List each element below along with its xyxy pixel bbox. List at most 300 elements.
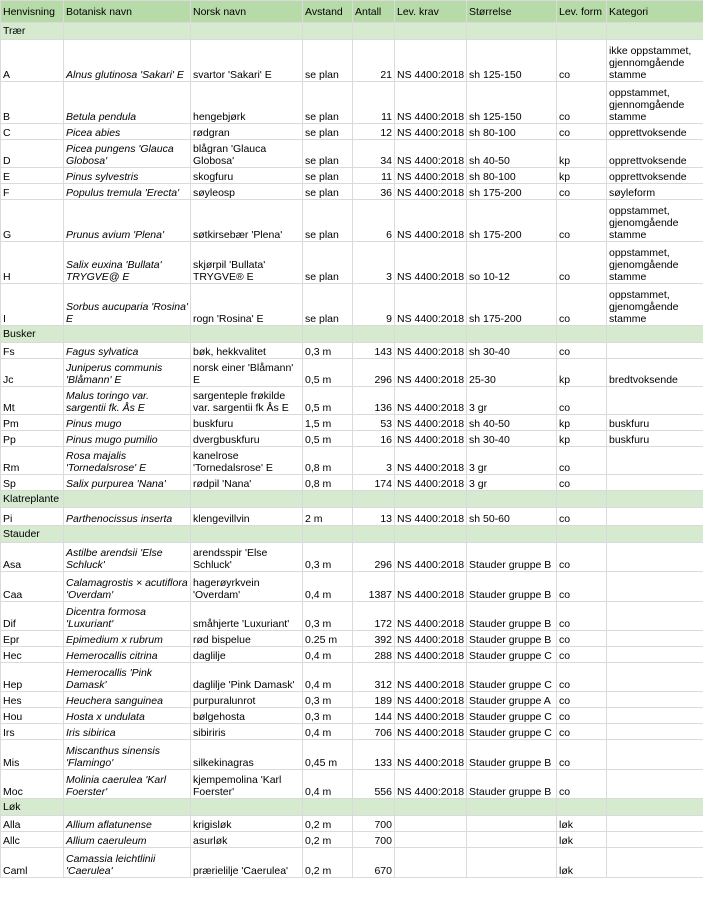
category-cell <box>607 692 703 708</box>
size-cell: sh 80-100 <box>467 168 557 184</box>
delivery-form-cell: co <box>557 242 607 284</box>
ref-cell: Jc <box>1 359 64 387</box>
empty-cell <box>191 326 303 343</box>
empty-cell <box>353 526 395 543</box>
spacing-cell: 0,2 m <box>303 848 353 878</box>
quantity-cell: 53 <box>353 415 395 431</box>
delivery-form-cell: co <box>557 543 607 572</box>
size-cell <box>467 832 557 848</box>
delivery-requirement-cell: NS 4400:2018 <box>395 447 467 475</box>
table-row <box>1 200 703 242</box>
botanical-name-cell: Parthenocissus inserta <box>64 508 191 526</box>
table-row <box>1 848 703 878</box>
quantity-cell: 700 <box>353 832 395 848</box>
botanical-name-cell: Heuchera sanguinea <box>64 692 191 708</box>
quantity-cell: 1387 <box>353 572 395 602</box>
ref-cell: G <box>1 200 64 242</box>
quantity-cell: 133 <box>353 740 395 770</box>
ref-cell: F <box>1 184 64 200</box>
category-cell <box>607 572 703 602</box>
spacing-cell: se plan <box>303 284 353 326</box>
column-header: Kategori <box>607 1 703 23</box>
ref-cell: Irs <box>1 724 64 740</box>
delivery-form-cell: co <box>557 602 607 631</box>
category-cell <box>607 832 703 848</box>
botanical-name-cell: Astilbe arendsii 'Else Schluck' <box>64 543 191 572</box>
botanical-name-cell: Fagus sylvatica <box>64 343 191 359</box>
table-row <box>1 543 703 572</box>
delivery-form-cell: co <box>557 475 607 491</box>
section-label: Stauder <box>1 526 64 543</box>
delivery-form-cell: løk <box>557 832 607 848</box>
botanical-name-cell: Camassia leichtlinii 'Caerulea' <box>64 848 191 878</box>
delivery-form-cell: kp <box>557 415 607 431</box>
spacing-cell: se plan <box>303 242 353 284</box>
norwegian-name-cell: kanelrose 'Tornedalsrose' E <box>191 447 303 475</box>
ref-cell: C <box>1 124 64 140</box>
norwegian-name-cell: daglilje <box>191 647 303 663</box>
category-cell <box>607 724 703 740</box>
norwegian-name-cell: klengevillvin <box>191 508 303 526</box>
delivery-requirement-cell: NS 4400:2018 <box>395 663 467 692</box>
empty-cell <box>191 526 303 543</box>
delivery-form-cell: løk <box>557 816 607 832</box>
norwegian-name-cell: blågran 'Glauca Globosa' <box>191 140 303 168</box>
empty-cell <box>353 799 395 816</box>
norwegian-name-cell: rød bispelue <box>191 631 303 647</box>
botanical-name-cell: Hemerocallis 'Pink Damask' <box>64 663 191 692</box>
ref-cell: Allc <box>1 832 64 848</box>
category-cell <box>607 708 703 724</box>
table-row <box>1 724 703 740</box>
norwegian-name-cell: skogfuru <box>191 168 303 184</box>
size-cell: 25-30 <box>467 359 557 387</box>
size-cell <box>467 816 557 832</box>
ref-cell: Alla <box>1 816 64 832</box>
spacing-cell: 0,4 m <box>303 724 353 740</box>
norwegian-name-cell: asurløk <box>191 832 303 848</box>
ref-cell: Fs <box>1 343 64 359</box>
empty-cell <box>607 23 703 40</box>
empty-cell <box>557 491 607 508</box>
delivery-requirement-cell: NS 4400:2018 <box>395 343 467 359</box>
column-header: Lev. krav <box>395 1 467 23</box>
size-cell: 3 gr <box>467 447 557 475</box>
delivery-form-cell: co <box>557 770 607 799</box>
category-cell <box>607 740 703 770</box>
spacing-cell: 0,4 m <box>303 572 353 602</box>
ref-cell: Pm <box>1 415 64 431</box>
norwegian-name-cell: søtkirsebær 'Plena' <box>191 200 303 242</box>
delivery-form-cell: co <box>557 387 607 415</box>
norwegian-name-cell: sibiriris <box>191 724 303 740</box>
quantity-cell: 296 <box>353 543 395 572</box>
norwegian-name-cell: skjørpil 'Bullata' TRYGVE® E <box>191 242 303 284</box>
quantity-cell: 6 <box>353 200 395 242</box>
category-cell: opprettvoksende <box>607 168 703 184</box>
delivery-form-cell: co <box>557 343 607 359</box>
section-row <box>1 23 703 40</box>
delivery-requirement-cell <box>395 832 467 848</box>
ref-cell: Hou <box>1 708 64 724</box>
ref-cell: B <box>1 82 64 124</box>
delivery-requirement-cell: NS 4400:2018 <box>395 431 467 447</box>
delivery-requirement-cell: NS 4400:2018 <box>395 40 467 82</box>
norwegian-name-cell: rødgran <box>191 124 303 140</box>
category-cell <box>607 647 703 663</box>
size-cell: Stauder gruppe B <box>467 631 557 647</box>
ref-cell: Caml <box>1 848 64 878</box>
spacing-cell: 0,3 m <box>303 343 353 359</box>
empty-cell <box>353 491 395 508</box>
quantity-cell: 706 <box>353 724 395 740</box>
spacing-cell: se plan <box>303 82 353 124</box>
norwegian-name-cell: arendsspir 'Else Schluck' <box>191 543 303 572</box>
botanical-name-cell: Picea pungens 'Glauca Globosa' <box>64 140 191 168</box>
delivery-form-cell: co <box>557 124 607 140</box>
delivery-requirement-cell: NS 4400:2018 <box>395 140 467 168</box>
category-cell: oppstammet, gjenomgående stamme <box>607 200 703 242</box>
delivery-requirement-cell: NS 4400:2018 <box>395 647 467 663</box>
table-row <box>1 770 703 799</box>
size-cell: Stauder gruppe B <box>467 770 557 799</box>
table-row <box>1 508 703 526</box>
spacing-cell: 0,5 m <box>303 431 353 447</box>
column-header: Lev. form <box>557 1 607 23</box>
empty-cell <box>395 799 467 816</box>
category-cell: oppstammet, gjenomgående stamme <box>607 242 703 284</box>
empty-cell <box>303 799 353 816</box>
delivery-form-cell: co <box>557 284 607 326</box>
delivery-requirement-cell: NS 4400:2018 <box>395 475 467 491</box>
norwegian-name-cell: silkekinagras <box>191 740 303 770</box>
empty-cell <box>64 526 191 543</box>
empty-cell <box>303 326 353 343</box>
size-cell: sh 175-200 <box>467 284 557 326</box>
section-row <box>1 799 703 816</box>
delivery-requirement-cell: NS 4400:2018 <box>395 124 467 140</box>
quantity-cell: 136 <box>353 387 395 415</box>
table-row <box>1 387 703 415</box>
empty-cell <box>467 799 557 816</box>
norwegian-name-cell: sargenteple frøkilde var. sargentii fk Ås E <box>191 387 303 415</box>
empty-cell <box>64 799 191 816</box>
botanical-name-cell: Allium aflatunense <box>64 816 191 832</box>
size-cell <box>467 848 557 878</box>
delivery-requirement-cell: NS 4400:2018 <box>395 387 467 415</box>
empty-cell <box>303 23 353 40</box>
delivery-form-cell: co <box>557 572 607 602</box>
delivery-form-cell: kp <box>557 168 607 184</box>
empty-cell <box>557 799 607 816</box>
ref-cell: Hec <box>1 647 64 663</box>
quantity-cell: 13 <box>353 508 395 526</box>
norwegian-name-cell: kjempemolina 'Karl Foerster' <box>191 770 303 799</box>
quantity-cell: 3 <box>353 447 395 475</box>
delivery-form-cell: co <box>557 724 607 740</box>
norwegian-name-cell: purpuralunrot <box>191 692 303 708</box>
botanical-name-cell: Salix purpurea 'Nana' <box>64 475 191 491</box>
botanical-name-cell: Alnus glutinosa 'Sakari' E <box>64 40 191 82</box>
delivery-requirement-cell: NS 4400:2018 <box>395 168 467 184</box>
delivery-requirement-cell: NS 4400:2018 <box>395 692 467 708</box>
delivery-requirement-cell: NS 4400:2018 <box>395 284 467 326</box>
section-label: Klatreplante <box>1 491 64 508</box>
section-row <box>1 326 703 343</box>
category-cell: søyleform <box>607 184 703 200</box>
category-cell <box>607 631 703 647</box>
section-row <box>1 526 703 543</box>
delivery-form-cell: kp <box>557 359 607 387</box>
empty-cell <box>303 526 353 543</box>
section-label: Busker <box>1 326 64 343</box>
norwegian-name-cell: hengebjørk <box>191 82 303 124</box>
quantity-cell: 174 <box>353 475 395 491</box>
delivery-requirement-cell: NS 4400:2018 <box>395 359 467 387</box>
ref-cell: Mis <box>1 740 64 770</box>
size-cell: sh 40-50 <box>467 415 557 431</box>
ref-cell: Sp <box>1 475 64 491</box>
delivery-requirement-cell: NS 4400:2018 <box>395 543 467 572</box>
empty-cell <box>303 491 353 508</box>
botanical-name-cell: Miscanthus sinensis 'Flamingo' <box>64 740 191 770</box>
quantity-cell: 670 <box>353 848 395 878</box>
delivery-requirement-cell: NS 4400:2018 <box>395 740 467 770</box>
column-header: Botanisk navn <box>64 1 191 23</box>
spacing-cell: se plan <box>303 140 353 168</box>
botanical-name-cell: Betula pendula <box>64 82 191 124</box>
spacing-cell: 0,3 m <box>303 692 353 708</box>
ref-cell: H <box>1 242 64 284</box>
botanical-name-cell: Dicentra formosa 'Luxuriant' <box>64 602 191 631</box>
category-cell: ikke oppstammet, gjennomgående stamme <box>607 40 703 82</box>
table-row <box>1 431 703 447</box>
ref-cell: Rm <box>1 447 64 475</box>
botanical-name-cell: Hosta x undulata <box>64 708 191 724</box>
delivery-form-cell: co <box>557 200 607 242</box>
header-row <box>1 1 703 23</box>
category-cell: oppstammet, gjenomgående stamme <box>607 284 703 326</box>
quantity-cell: 16 <box>353 431 395 447</box>
delivery-requirement-cell: NS 4400:2018 <box>395 508 467 526</box>
ref-cell: Hep <box>1 663 64 692</box>
category-cell <box>607 602 703 631</box>
empty-cell <box>64 491 191 508</box>
botanical-name-cell: Pinus sylvestris <box>64 168 191 184</box>
quantity-cell: 36 <box>353 184 395 200</box>
category-cell <box>607 770 703 799</box>
spacing-cell: 2 m <box>303 508 353 526</box>
quantity-cell: 288 <box>353 647 395 663</box>
delivery-requirement-cell <box>395 848 467 878</box>
botanical-name-cell: Prunus avium 'Plena' <box>64 200 191 242</box>
delivery-requirement-cell: NS 4400:2018 <box>395 184 467 200</box>
column-header: Antall <box>353 1 395 23</box>
table-row <box>1 816 703 832</box>
category-cell: opprettvoksende <box>607 124 703 140</box>
category-cell <box>607 816 703 832</box>
botanical-name-cell: Rosa majalis 'Tornedalsrose' E <box>64 447 191 475</box>
empty-cell <box>191 23 303 40</box>
delivery-requirement-cell: NS 4400:2018 <box>395 724 467 740</box>
size-cell: Stauder gruppe C <box>467 708 557 724</box>
table-row <box>1 82 703 124</box>
size-cell: sh 40-50 <box>467 140 557 168</box>
table-row <box>1 415 703 431</box>
quantity-cell: 189 <box>353 692 395 708</box>
quantity-cell: 143 <box>353 343 395 359</box>
table-row <box>1 140 703 168</box>
spacing-cell: 0,3 m <box>303 602 353 631</box>
spacing-cell: 0,5 m <box>303 387 353 415</box>
norwegian-name-cell: buskfuru <box>191 415 303 431</box>
column-header: Norsk navn <box>191 1 303 23</box>
quantity-cell: 144 <box>353 708 395 724</box>
size-cell: sh 30-40 <box>467 431 557 447</box>
spacing-cell: 0.25 m <box>303 631 353 647</box>
ref-cell: Epr <box>1 631 64 647</box>
category-cell <box>607 387 703 415</box>
quantity-cell: 3 <box>353 242 395 284</box>
ref-cell: D <box>1 140 64 168</box>
delivery-requirement-cell <box>395 816 467 832</box>
empty-cell <box>395 526 467 543</box>
category-cell <box>607 543 703 572</box>
table-row <box>1 602 703 631</box>
column-header: Henvisning <box>1 1 64 23</box>
delivery-requirement-cell: NS 4400:2018 <box>395 631 467 647</box>
size-cell: sh 30-40 <box>467 343 557 359</box>
delivery-form-cell: løk <box>557 848 607 878</box>
table-row <box>1 647 703 663</box>
spacing-cell: 0,4 m <box>303 663 353 692</box>
size-cell: so 10-12 <box>467 242 557 284</box>
delivery-form-cell: co <box>557 40 607 82</box>
spacing-cell: 0,3 m <box>303 543 353 572</box>
column-header: Avstand <box>303 1 353 23</box>
delivery-form-cell: kp <box>557 140 607 168</box>
botanical-name-cell: Populus tremula 'Erecta' <box>64 184 191 200</box>
norwegian-name-cell: dvergbuskfuru <box>191 431 303 447</box>
empty-cell <box>191 491 303 508</box>
table-row <box>1 284 703 326</box>
table-row <box>1 740 703 770</box>
quantity-cell: 700 <box>353 816 395 832</box>
section-label: Løk <box>1 799 64 816</box>
delivery-requirement-cell: NS 4400:2018 <box>395 602 467 631</box>
table-row <box>1 832 703 848</box>
empty-cell <box>64 326 191 343</box>
norwegian-name-cell: norsk einer 'Blåmann' E <box>191 359 303 387</box>
empty-cell <box>395 326 467 343</box>
norwegian-name-cell: rogn 'Rosina' E <box>191 284 303 326</box>
size-cell: Stauder gruppe C <box>467 663 557 692</box>
category-cell <box>607 475 703 491</box>
spacing-cell: se plan <box>303 40 353 82</box>
empty-cell <box>353 23 395 40</box>
ref-cell: Asa <box>1 543 64 572</box>
norwegian-name-cell: småhjerte 'Luxuriant' <box>191 602 303 631</box>
spacing-cell: 0,45 m <box>303 740 353 770</box>
ref-cell: Caa <box>1 572 64 602</box>
quantity-cell: 12 <box>353 124 395 140</box>
norwegian-name-cell: rødpil 'Nana' <box>191 475 303 491</box>
category-cell <box>607 848 703 878</box>
empty-cell <box>467 491 557 508</box>
size-cell: Stauder gruppe B <box>467 740 557 770</box>
norwegian-name-cell: daglilje 'Pink Damask' <box>191 663 303 692</box>
delivery-form-cell: co <box>557 647 607 663</box>
quantity-cell: 392 <box>353 631 395 647</box>
spacing-cell: 0,4 m <box>303 647 353 663</box>
norwegian-name-cell: bølgehosta <box>191 708 303 724</box>
category-cell <box>607 447 703 475</box>
empty-cell <box>353 326 395 343</box>
botanical-name-cell: Epimedium x rubrum <box>64 631 191 647</box>
empty-cell <box>64 23 191 40</box>
botanical-name-cell: Allium caeruleum <box>64 832 191 848</box>
size-cell: 3 gr <box>467 475 557 491</box>
norwegian-name-cell: søyleosp <box>191 184 303 200</box>
delivery-form-cell: co <box>557 447 607 475</box>
botanical-name-cell: Sorbus aucuparia 'Rosina' E <box>64 284 191 326</box>
size-cell: Stauder gruppe B <box>467 543 557 572</box>
botanical-name-cell: Pinus mugo <box>64 415 191 431</box>
delivery-requirement-cell: NS 4400:2018 <box>395 200 467 242</box>
delivery-form-cell: co <box>557 508 607 526</box>
botanical-name-cell: Iris sibirica <box>64 724 191 740</box>
table-row <box>1 692 703 708</box>
botanical-name-cell: Pinus mugo pumilio <box>64 431 191 447</box>
quantity-cell: 21 <box>353 40 395 82</box>
quantity-cell: 296 <box>353 359 395 387</box>
norwegian-name-cell: krigisløk <box>191 816 303 832</box>
norwegian-name-cell: svartor 'Sakari' E <box>191 40 303 82</box>
size-cell: sh 50-60 <box>467 508 557 526</box>
ref-cell: Pp <box>1 431 64 447</box>
delivery-requirement-cell: NS 4400:2018 <box>395 242 467 284</box>
delivery-form-cell: co <box>557 184 607 200</box>
ref-cell: Mt <box>1 387 64 415</box>
spacing-cell: se plan <box>303 168 353 184</box>
spacing-cell: 0,2 m <box>303 816 353 832</box>
empty-cell <box>395 491 467 508</box>
delivery-form-cell: co <box>557 692 607 708</box>
category-cell: buskfuru <box>607 415 703 431</box>
empty-cell <box>191 799 303 816</box>
botanical-name-cell: Salix euxina 'Bullata' TRYGVE@ E <box>64 242 191 284</box>
empty-cell <box>557 526 607 543</box>
category-cell <box>607 663 703 692</box>
botanical-name-cell: Malus toringo var. sargentii fk. Ås E <box>64 387 191 415</box>
table-row <box>1 475 703 491</box>
delivery-requirement-cell: NS 4400:2018 <box>395 708 467 724</box>
delivery-form-cell: co <box>557 740 607 770</box>
delivery-requirement-cell: NS 4400:2018 <box>395 415 467 431</box>
size-cell: sh 175-200 <box>467 200 557 242</box>
spacing-cell: 1,5 m <box>303 415 353 431</box>
empty-cell <box>607 491 703 508</box>
category-cell: opprettvoksende <box>607 140 703 168</box>
table-row <box>1 708 703 724</box>
spacing-cell: 0,4 m <box>303 770 353 799</box>
delivery-form-cell: kp <box>557 431 607 447</box>
quantity-cell: 34 <box>353 140 395 168</box>
table-row <box>1 184 703 200</box>
table-row <box>1 242 703 284</box>
empty-cell <box>467 326 557 343</box>
norwegian-name-cell: bøk, hekkvalitet <box>191 343 303 359</box>
